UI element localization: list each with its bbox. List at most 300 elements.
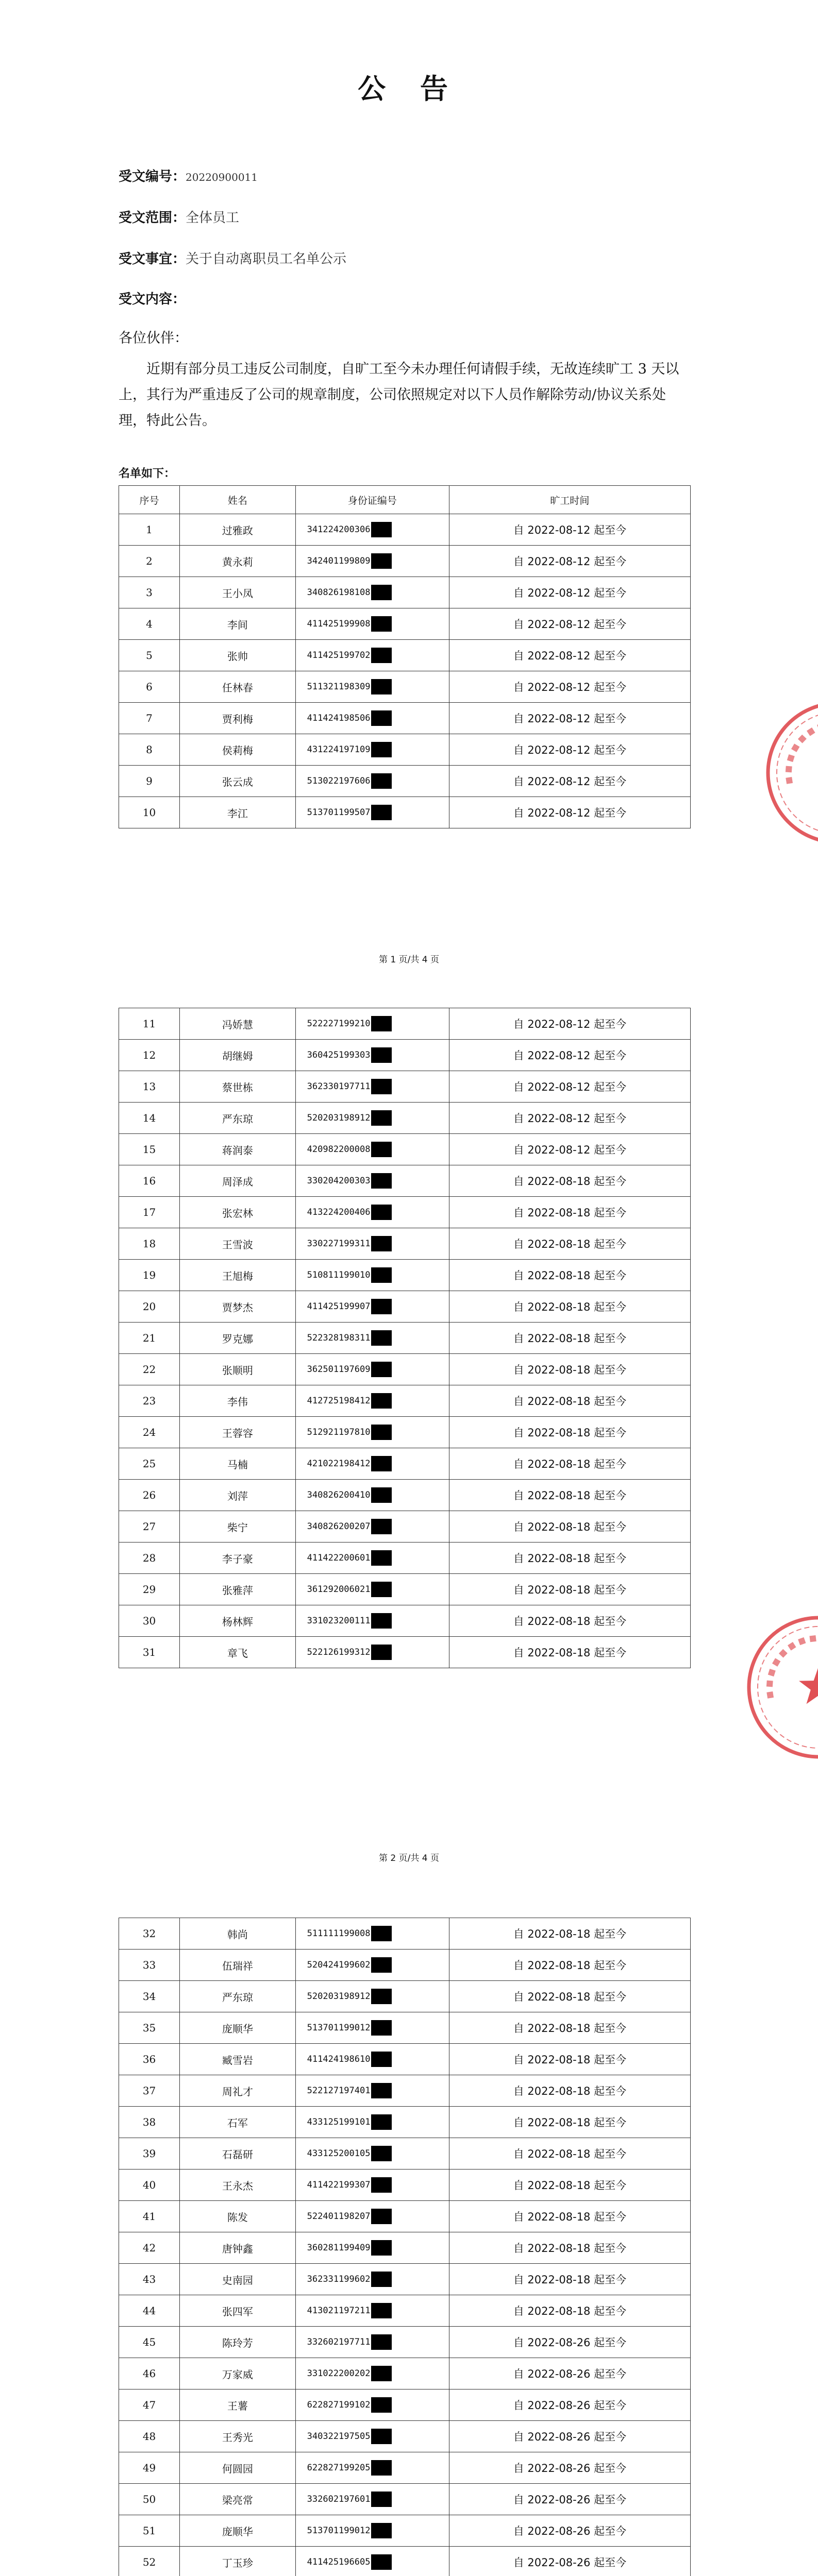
table-row xyxy=(119,2327,691,2358)
row-no: 41 xyxy=(142,2210,156,2223)
row-name-cell xyxy=(180,2484,296,2515)
redaction-block xyxy=(371,2554,392,2570)
employee-table-page-3 xyxy=(119,1918,691,2576)
row-no: 9 xyxy=(146,775,153,787)
row-name: 周礼才 xyxy=(222,2085,253,2098)
row-id: 522328198311 xyxy=(307,1333,371,1343)
row-id: 520203198912 xyxy=(307,1113,371,1123)
row-time-cell xyxy=(449,1260,690,1291)
row-time: 自 2022-08-18 起至今 xyxy=(513,1959,627,1972)
row-no-cell xyxy=(119,1605,180,1637)
row-name-cell xyxy=(180,1637,296,1668)
row-id-cell xyxy=(295,2295,449,2327)
table-row xyxy=(119,2044,691,2075)
table-row xyxy=(119,766,691,797)
row-name-cell xyxy=(180,671,296,703)
row-no: 17 xyxy=(142,1206,156,1218)
redaction-block xyxy=(371,2429,392,2444)
redaction-block xyxy=(371,522,392,537)
row-name: 贾梦杰 xyxy=(222,1301,253,1314)
row-time-cell xyxy=(449,671,690,703)
redaction-block xyxy=(371,2020,392,2036)
row-name: 冯娇慧 xyxy=(222,1018,253,1031)
row-no-cell xyxy=(119,1228,180,1260)
table-row xyxy=(119,2075,691,2107)
row-id-cell xyxy=(295,1448,449,1480)
table-row xyxy=(119,1543,691,1574)
row-name-cell xyxy=(180,1417,296,1448)
row-name-cell xyxy=(180,1918,296,1950)
row-no-cell xyxy=(119,1103,180,1134)
row-name: 周泽成 xyxy=(222,1175,253,1188)
row-no: 24 xyxy=(142,1426,156,1438)
row-id-cell xyxy=(295,2327,449,2358)
table-row xyxy=(119,1228,691,1260)
row-no: 36 xyxy=(142,2053,156,2065)
row-id: 513022197606 xyxy=(307,776,371,786)
table-body xyxy=(119,514,691,828)
row-no-cell xyxy=(119,1950,180,1981)
row-no-cell xyxy=(119,2138,180,2170)
row-time-cell xyxy=(449,2515,690,2547)
row-name-cell xyxy=(180,1134,296,1165)
row-time-cell xyxy=(449,1385,690,1417)
table-row xyxy=(119,1950,691,1981)
table-row xyxy=(119,514,691,546)
row-time-cell xyxy=(449,766,690,797)
row-no: 18 xyxy=(142,1238,156,1250)
row-name-cell xyxy=(180,1605,296,1637)
row-name-cell xyxy=(180,2389,296,2421)
scope-label: 受文范围： xyxy=(119,210,186,226)
row-no: 51 xyxy=(142,2524,156,2537)
row-no: 29 xyxy=(142,1583,156,1596)
row-time: 自 2022-08-12 起至今 xyxy=(513,807,627,819)
row-id-cell xyxy=(295,766,449,797)
redaction-block xyxy=(371,1173,392,1189)
row-id: 411424198506 xyxy=(307,713,371,723)
row-id-cell xyxy=(295,2138,449,2170)
row-name: 张宏林 xyxy=(222,1207,253,1219)
row-name-cell xyxy=(180,766,296,797)
row-id-cell xyxy=(295,1950,449,1981)
row-no: 16 xyxy=(142,1175,156,1187)
row-time: 自 2022-08-18 起至今 xyxy=(513,1458,627,1470)
table-row xyxy=(119,797,691,828)
row-time: 自 2022-08-18 起至今 xyxy=(513,1332,627,1345)
table-row xyxy=(119,1291,691,1323)
row-id-cell xyxy=(295,2264,449,2295)
row-no: 30 xyxy=(142,1615,156,1627)
row-id: 413021197211 xyxy=(307,2306,371,2316)
table-row xyxy=(119,608,691,640)
table-header-row xyxy=(119,486,691,514)
row-name-cell xyxy=(180,1543,296,1574)
row-id-cell xyxy=(295,1385,449,1417)
row-no-cell xyxy=(119,1165,180,1197)
row-name-cell xyxy=(180,1103,296,1134)
row-name-cell xyxy=(180,1165,296,1197)
row-id-cell xyxy=(295,703,449,734)
row-no-cell xyxy=(119,797,180,828)
row-time: 自 2022-08-12 起至今 xyxy=(513,650,627,662)
row-name: 侯莉梅 xyxy=(222,744,253,757)
redaction-block xyxy=(371,2523,392,2538)
row-no: 44 xyxy=(142,2304,156,2317)
redaction-block xyxy=(371,1645,392,1660)
table-row xyxy=(119,1637,691,1668)
row-id-cell xyxy=(295,608,449,640)
redaction-block xyxy=(371,805,392,820)
redaction-block xyxy=(371,2240,392,2256)
row-time: 自 2022-08-12 起至今 xyxy=(513,713,627,725)
page-footer-1: 第 1 页/共 4 页 xyxy=(379,955,439,965)
row-time-cell xyxy=(449,2389,690,2421)
row-name-cell xyxy=(180,1950,296,1981)
row-no-cell xyxy=(119,2515,180,2547)
row-id-cell xyxy=(295,797,449,828)
row-time-cell xyxy=(449,2138,690,2170)
redaction-block xyxy=(371,1519,392,1534)
row-time-cell xyxy=(449,1134,690,1165)
redaction-block xyxy=(371,1016,392,1031)
row-no-cell xyxy=(119,2295,180,2327)
redaction-block xyxy=(371,2209,392,2224)
row-name-cell xyxy=(180,1071,296,1103)
row-no: 19 xyxy=(142,1269,156,1281)
row-name: 严东琼 xyxy=(222,1991,253,2004)
table-row xyxy=(119,1981,691,2012)
row-id-cell xyxy=(295,2232,449,2264)
row-id-cell xyxy=(295,2389,449,2421)
row-time: 自 2022-08-18 起至今 xyxy=(513,1364,627,1376)
row-time-cell xyxy=(449,1228,690,1260)
row-no-cell xyxy=(119,2358,180,2389)
row-no: 42 xyxy=(142,2242,156,2254)
row-time: 自 2022-08-18 起至今 xyxy=(513,1427,627,1439)
row-name-cell xyxy=(180,734,296,766)
row-name-cell xyxy=(180,2547,296,2576)
row-time-cell xyxy=(449,1543,690,1574)
redaction-block xyxy=(371,2114,392,2130)
row-id: 421022198412 xyxy=(307,1459,371,1469)
row-id: 360281199409 xyxy=(307,2243,371,2253)
row-no: 15 xyxy=(142,1143,156,1156)
row-name-cell xyxy=(180,1354,296,1385)
row-id: 340826198108 xyxy=(307,587,371,598)
row-id: 420982200008 xyxy=(307,1144,371,1155)
row-id-cell xyxy=(295,1480,449,1511)
row-no-cell xyxy=(119,1511,180,1543)
scope-line xyxy=(119,207,239,226)
row-name: 陈玲芳 xyxy=(222,2336,253,2349)
row-no-cell xyxy=(119,514,180,546)
row-id: 342401199809 xyxy=(307,556,371,566)
row-name-cell xyxy=(180,1480,296,1511)
row-time: 自 2022-08-12 起至今 xyxy=(513,775,627,788)
row-id-cell xyxy=(295,640,449,671)
redaction-block xyxy=(371,2397,392,2413)
subject-label: 受文事宜： xyxy=(119,251,186,267)
row-name: 何圆园 xyxy=(222,2462,253,2475)
redaction-block xyxy=(371,679,392,694)
redaction-block xyxy=(371,648,392,663)
row-time: 自 2022-08-18 起至今 xyxy=(513,2022,627,2035)
row-no-cell xyxy=(119,1637,180,1668)
table-row xyxy=(119,1448,691,1480)
row-id-cell xyxy=(295,1197,449,1228)
row-no: 14 xyxy=(142,1112,156,1124)
row-time-cell xyxy=(449,608,690,640)
table-row xyxy=(119,2389,691,2421)
row-id-cell xyxy=(295,1228,449,1260)
content-label: 受文内容： xyxy=(119,292,186,307)
row-time-cell xyxy=(449,1981,690,2012)
row-no-cell xyxy=(119,2075,180,2107)
row-time: 自 2022-08-26 起至今 xyxy=(513,2556,627,2569)
row-id: 413224200406 xyxy=(307,1207,371,1217)
table-row xyxy=(119,703,691,734)
row-time: 自 2022-08-18 起至今 xyxy=(513,1301,627,1313)
row-name-cell xyxy=(180,1260,296,1291)
row-time-cell xyxy=(449,1040,690,1071)
redaction-block xyxy=(371,1142,392,1157)
row-no: 32 xyxy=(142,1927,156,1940)
table-row xyxy=(119,577,691,608)
row-name-cell xyxy=(180,1385,296,1417)
row-name: 庞顺华 xyxy=(222,2525,253,2538)
redaction-block xyxy=(371,553,392,569)
redaction-block xyxy=(371,2083,392,2098)
row-id: 520424199602 xyxy=(307,1960,371,1970)
row-no-cell xyxy=(119,734,180,766)
row-no: 28 xyxy=(142,1552,156,1564)
row-no-cell xyxy=(119,2201,180,2232)
row-id-cell xyxy=(295,671,449,703)
row-id-cell xyxy=(295,2075,449,2107)
row-no-cell xyxy=(119,2264,180,2295)
row-time-cell xyxy=(449,1511,690,1543)
row-name: 罗克娜 xyxy=(222,1332,253,1345)
row-time: 自 2022-08-12 起至今 xyxy=(513,524,627,536)
row-name-cell xyxy=(180,2075,296,2107)
company-seal-stamp-edge-2 xyxy=(741,1610,818,1765)
row-name-cell xyxy=(180,1511,296,1543)
row-id-cell xyxy=(295,1040,449,1071)
table-row xyxy=(119,1605,691,1637)
row-id: 622827199102 xyxy=(307,2400,371,2410)
row-id-cell xyxy=(295,2044,449,2075)
table-row xyxy=(119,1008,691,1040)
row-name: 王秀光 xyxy=(222,2431,253,2444)
row-name-cell xyxy=(180,2327,296,2358)
row-time: 自 2022-08-18 起至今 xyxy=(513,1552,627,1565)
row-no: 34 xyxy=(142,1990,156,2003)
row-id-cell xyxy=(295,2515,449,2547)
row-name: 唐钟鑫 xyxy=(222,2242,253,2255)
row-time: 自 2022-08-18 起至今 xyxy=(513,1238,627,1250)
row-no-cell xyxy=(119,2044,180,2075)
row-name-cell xyxy=(180,2201,296,2232)
row-name-cell xyxy=(180,1008,296,1040)
row-time-cell xyxy=(449,2452,690,2484)
row-name-cell xyxy=(180,2012,296,2044)
table-row xyxy=(119,1260,691,1291)
row-no-cell xyxy=(119,2389,180,2421)
row-no: 22 xyxy=(142,1363,156,1376)
row-id-cell xyxy=(295,2358,449,2389)
row-name: 胡继姆 xyxy=(222,1049,253,1062)
row-time-cell xyxy=(449,1637,690,1668)
redaction-block xyxy=(371,1613,392,1629)
redaction-block xyxy=(371,1550,392,1566)
row-name: 过雅政 xyxy=(222,524,253,537)
redaction-block xyxy=(371,1989,392,2004)
row-name: 伍瑞祥 xyxy=(222,1959,253,1972)
row-name: 李伟 xyxy=(227,1395,248,1408)
table-row xyxy=(119,1480,691,1511)
row-time-cell xyxy=(449,1008,690,1040)
row-no: 8 xyxy=(146,743,153,756)
row-time: 自 2022-08-12 起至今 xyxy=(513,587,627,599)
redaction-block xyxy=(371,2272,392,2287)
row-no: 10 xyxy=(142,806,156,819)
row-id-cell xyxy=(295,1008,449,1040)
row-no: 35 xyxy=(142,2022,156,2034)
row-name: 蒋润泰 xyxy=(222,1144,253,1157)
redaction-block xyxy=(371,1330,392,1346)
row-name: 王蓉容 xyxy=(222,1427,253,1439)
row-name: 张雅萍 xyxy=(222,1584,253,1597)
row-name: 柴宁 xyxy=(227,1521,248,1534)
row-no-cell xyxy=(119,1008,180,1040)
row-name-cell xyxy=(180,640,296,671)
redaction-block xyxy=(371,1393,392,1409)
row-name-cell xyxy=(180,2421,296,2452)
row-name-cell xyxy=(180,1197,296,1228)
row-id-cell xyxy=(295,1918,449,1950)
row-name-cell xyxy=(180,2044,296,2075)
row-no: 2 xyxy=(146,555,153,567)
row-no-cell xyxy=(119,1918,180,1950)
redaction-block xyxy=(371,2334,392,2350)
table-row xyxy=(119,1511,691,1543)
row-no-cell xyxy=(119,1260,180,1291)
row-no: 31 xyxy=(142,1646,156,1658)
row-time-cell xyxy=(449,2044,690,2075)
row-time-cell xyxy=(449,1417,690,1448)
table-row xyxy=(119,2547,691,2576)
row-time: 自 2022-08-18 起至今 xyxy=(513,1615,627,1628)
row-name: 史南园 xyxy=(222,2274,253,2286)
table-row xyxy=(119,1574,691,1605)
header-id: 身份证编号 xyxy=(295,486,449,514)
row-time: 自 2022-08-12 起至今 xyxy=(513,1081,627,1093)
row-time-cell xyxy=(449,577,690,608)
row-name: 章飞 xyxy=(227,1647,248,1659)
row-time: 自 2022-08-18 起至今 xyxy=(513,2274,627,2286)
row-id: 511321198309 xyxy=(307,682,371,692)
notice-paragraph: 近期有部分员工违反公司制度，自旷工至今未办理任何请假手续，无故连续旷工 3 天以上，其行为严重违反了公司的规章制度，公司依照规定对以下人员作解除劳动/协议关系处理，特此公告。 xyxy=(119,361,679,429)
redaction-block xyxy=(371,2052,392,2067)
table-row xyxy=(119,2201,691,2232)
row-id: 520203198912 xyxy=(307,1991,371,2002)
row-no: 27 xyxy=(142,1520,156,1533)
row-time: 自 2022-08-18 起至今 xyxy=(513,2242,627,2255)
redaction-block xyxy=(371,1299,392,1314)
table-row xyxy=(119,2170,691,2201)
row-no-cell xyxy=(119,671,180,703)
row-id: 513701199012 xyxy=(307,2023,371,2033)
row-id: 522227199210 xyxy=(307,1019,371,1029)
row-no-cell xyxy=(119,2421,180,2452)
row-no: 3 xyxy=(146,586,153,599)
row-id-cell xyxy=(295,1260,449,1291)
row-no-cell xyxy=(119,766,180,797)
row-no: 4 xyxy=(146,618,153,630)
row-name: 李子豪 xyxy=(222,1552,253,1565)
redaction-block xyxy=(371,616,392,632)
row-id: 411422200601 xyxy=(307,1553,371,1563)
row-id: 522401198207 xyxy=(307,2211,371,2222)
table-row xyxy=(119,640,691,671)
redaction-block xyxy=(371,585,392,600)
row-no-cell xyxy=(119,1197,180,1228)
redaction-block xyxy=(371,1079,392,1094)
row-no-cell xyxy=(119,1417,180,1448)
row-id: 433125199101 xyxy=(307,2117,371,2127)
redaction-block xyxy=(371,1456,392,1471)
row-no: 12 xyxy=(142,1049,156,1061)
row-id: 411425199907 xyxy=(307,1301,371,1312)
subject-value: 关于自动离职员工名单公示 xyxy=(186,251,347,267)
redaction-block xyxy=(371,2177,392,2193)
list-label: 名单如下： xyxy=(119,467,176,480)
row-time-cell xyxy=(449,1291,690,1323)
row-id-cell xyxy=(295,2484,449,2515)
employee-table-page-2 xyxy=(119,1008,691,1668)
row-time: 自 2022-08-18 起至今 xyxy=(513,2179,627,2192)
table-row xyxy=(119,1385,691,1417)
row-id: 361292006021 xyxy=(307,1584,371,1595)
row-no-cell xyxy=(119,2327,180,2358)
row-name: 臧雪岩 xyxy=(222,2054,253,2066)
table-row xyxy=(119,2107,691,2138)
row-id-cell xyxy=(295,2012,449,2044)
row-no-cell xyxy=(119,2484,180,2515)
table-row xyxy=(119,2232,691,2264)
row-id-cell xyxy=(295,2421,449,2452)
row-time: 自 2022-08-18 起至今 xyxy=(513,1269,627,1282)
redaction-block xyxy=(371,1267,392,1283)
table-row xyxy=(119,2138,691,2170)
row-name: 李间 xyxy=(227,618,248,631)
row-no-cell xyxy=(119,546,180,577)
redaction-block xyxy=(371,2303,392,2318)
table-row xyxy=(119,2358,691,2389)
redaction-block xyxy=(371,1362,392,1377)
row-no-cell xyxy=(119,1385,180,1417)
row-no-cell xyxy=(119,1134,180,1165)
redaction-block xyxy=(371,742,392,757)
row-time-cell xyxy=(449,2075,690,2107)
row-name-cell xyxy=(180,1981,296,2012)
row-id-cell xyxy=(295,1574,449,1605)
row-no-cell xyxy=(119,2452,180,2484)
row-time-cell xyxy=(449,2170,690,2201)
table-row xyxy=(119,734,691,766)
row-time: 自 2022-08-26 起至今 xyxy=(513,2368,627,2380)
